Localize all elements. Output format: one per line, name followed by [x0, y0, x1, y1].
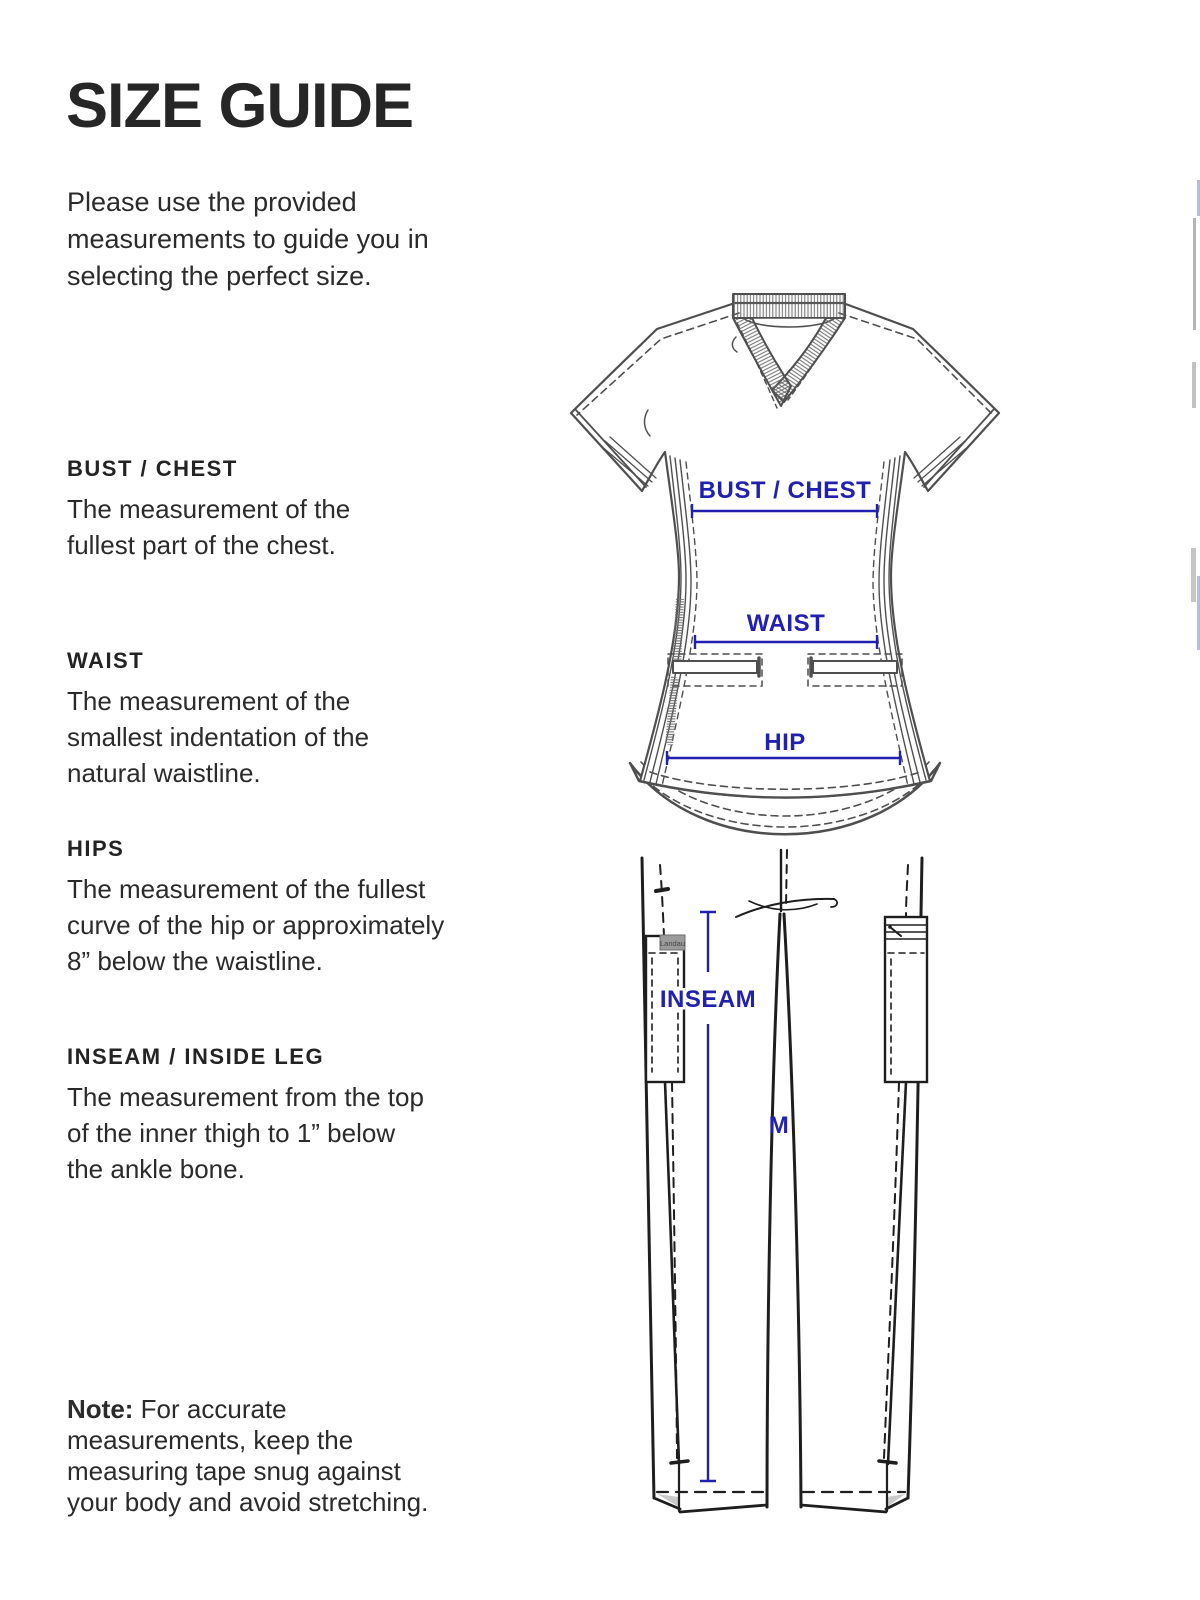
- pants-left-hem-inner: [680, 1505, 767, 1512]
- section-line: fullest part of the chest.: [67, 530, 336, 560]
- section-line: natural waistline.: [67, 758, 261, 788]
- section-heading: BUST / CHEST: [67, 456, 238, 481]
- size-letter-label: M: [768, 1112, 790, 1139]
- page-title: SIZE GUIDE: [66, 71, 414, 141]
- section-line: curve of the hip or approximately: [67, 910, 445, 940]
- inseam-label: INSEAM: [659, 986, 757, 1013]
- section-bust-chest: [67, 456, 350, 563]
- bust-measure: [692, 477, 877, 518]
- bust-chest-label: BUST / CHEST: [698, 477, 872, 504]
- intro-line: measurements to guide you in: [67, 224, 429, 254]
- section-heading: INSEAM / INSIDE LEG: [67, 1044, 325, 1069]
- pants-right-hem-inner: [801, 1505, 886, 1512]
- section-heading: HIPS: [67, 836, 125, 861]
- drawstring-hook: [831, 899, 837, 907]
- pants-right-inner-seam: [784, 914, 801, 1507]
- note-line: your body and avoid stretching.: [67, 1487, 429, 1517]
- section-line: the ankle bone.: [67, 1154, 245, 1184]
- pants-center-front-stitch: [786, 850, 787, 906]
- section-line: of the inner thigh to 1” below: [67, 1118, 396, 1148]
- section-heading: WAIST: [67, 648, 145, 673]
- waist-label: WAIST: [746, 610, 826, 637]
- note-label: Note:: [67, 1394, 134, 1424]
- pants-left-side-stitch-upper: [660, 865, 664, 936]
- right-edge-artifact: [1193, 218, 1196, 330]
- intro-line: Please use the provided: [67, 187, 357, 217]
- pants-right-side-stitch-upper: [906, 865, 908, 917]
- pants-left-slit-tick: [671, 1461, 688, 1463]
- right-cargo-pocket: [885, 917, 927, 1082]
- section-waist: [67, 648, 369, 791]
- pants-left-bartack: [656, 889, 668, 891]
- note-line: For accurate: [140, 1394, 287, 1424]
- hip-label: HIP: [764, 729, 806, 756]
- section-line: The measurement of the: [67, 494, 351, 524]
- right-edge-artifact: [1191, 548, 1196, 602]
- intro-line: selecting the perfect size.: [67, 261, 372, 291]
- pants-right-slit-tick: [879, 1461, 896, 1463]
- intro-text: [67, 184, 429, 295]
- right-edge-artifact: [1192, 362, 1196, 408]
- note-line: measurements, keep the: [67, 1425, 354, 1455]
- section-line: smallest indentation of the: [67, 722, 370, 752]
- section-line: 8” below the waistline.: [67, 946, 323, 976]
- section-hips: [67, 836, 444, 979]
- brand-tag-text: Landau: [659, 939, 686, 948]
- section-line: The measurement of the fullest: [67, 874, 426, 904]
- scrub-pants-drawing: [642, 850, 927, 1512]
- size-guide-illustration: [530, 278, 1010, 1528]
- section-line: The measurement of the: [67, 686, 351, 716]
- section-inseam: [67, 1044, 424, 1187]
- pants-left-inner-seam: [767, 914, 780, 1507]
- note-line: measuring tape snug against: [67, 1456, 401, 1486]
- measuring-note: [67, 1394, 428, 1518]
- section-line: The measurement from the top: [67, 1082, 424, 1112]
